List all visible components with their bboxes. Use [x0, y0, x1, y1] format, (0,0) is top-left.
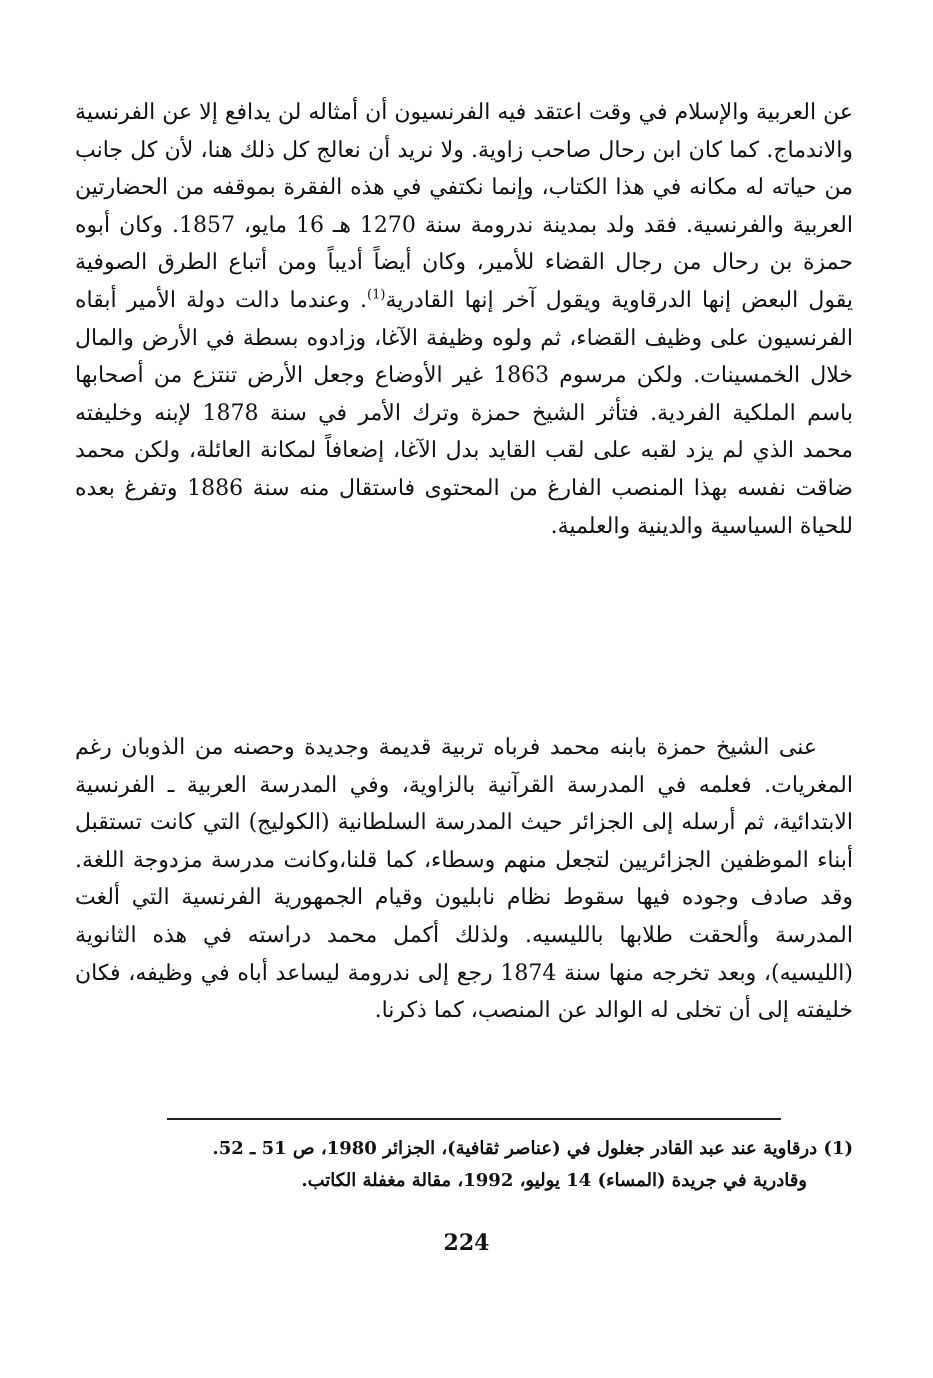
footnote-line-1: (1) درقاوية عند عبد القادر جغلول في (عناصر ثقافية)، الجزائر 1980، ص 51 ـ 52.	[212, 1138, 853, 1159]
paragraph-1	[75, 94, 853, 545]
paragraph-1-text-a: عن العربية والإسلام في وقت اعتقد فيه الفرنسيون أن أمثاله لن يدافع إلا عن الفرنسية والاندماج. كما كان ابن رحال صاحب زاوية. ولا نريد أن نعالج كل ذلك هنا، لأن كل جانب من حياته له مكانه في هذا الكتاب، وإنما نكتفي في هذه الفقرة بموقفه من الحضارتين العربية والفرنسية. فقد ولد بمدينة ندرومة سنة 1270 هـ 16 مايو، 1857. وكان أبوه حمزة بن رحال من رجال القضاء للأمير، وكان أيضاً أديباً ومن أتباع الطرق الصوفية يقول البعض إنها الدرقاوية ويقول آخر إنها القادرية	[75, 100, 853, 313]
footnote-separator	[167, 1118, 781, 1120]
footnote-line-2: وقادرية في جريدة (المساء) 14 يوليو، 1992، مقالة مغفلة الكاتب.	[301, 1170, 807, 1191]
footnote-reference: (1)	[367, 287, 386, 303]
paragraph-1-text-b: . وعندما دالت دولة الأمير أبقاه الفرنسيون على وظيف القضاء، ثم ولوه وظيفة الآغا، وزادوه بسطة في الأرض والمال خلال الخمسينات. ولكن مرسوم 1863 غير الأوضاع وجعل الأرض تنتزع من أصحابها باسم الملكية الفردية. فتأثر الشيخ حمزة وترك الأمر في سنة 1878 لإبنه وخليفته محمد الذي لم يزد لقبه على لقب القايد بدل الآغا، إضعافاً لمكانة العائلة، ولكن محمد ضاقت نفسه بهذا المنصب الفارغ من المحتوى فاستقال منه سنة 1886 وتفرغ بعده للحياة السياسية والدينية والعلمية.	[75, 287, 854, 539]
page-number: 224	[443, 1230, 490, 1256]
paragraph-2: عنى الشيخ حمزة بابنه محمد فرباه تربية قديمة وجديدة وحصنه من الذوبان رغم المغريات. فعلمه في المدرسة القرآنية بالزاوية، وفي المدرسة العربية ـ الفرنسية الابتدائية، ثم أرسله إلى الجزائر حيث المدرسة السلطانية (الكوليج) التي كانت تستقبل أبناء الموظفين الجزائريين لتجعل منهم وسطاء، كما قلنا،وكانت مدرسة مزدوجة اللغة. وقد صادف وجوده فيها سقوط نظام نابليون وقيام الجمهورية الفرنسية التي ألغت المدرسة وألحقت طلابها بالليسيه. ولذلك أكمل محمد دراسته في هذه الثانوية (الليسيه)، وبعد تخرجه منها سنة 1874 رجع إلى ندرومة ليساعد أباه في وظيفه، فكان خليفته إلى أن تخلى له الوالد عن المنصب، كما ذكرنا.	[75, 735, 853, 1024]
